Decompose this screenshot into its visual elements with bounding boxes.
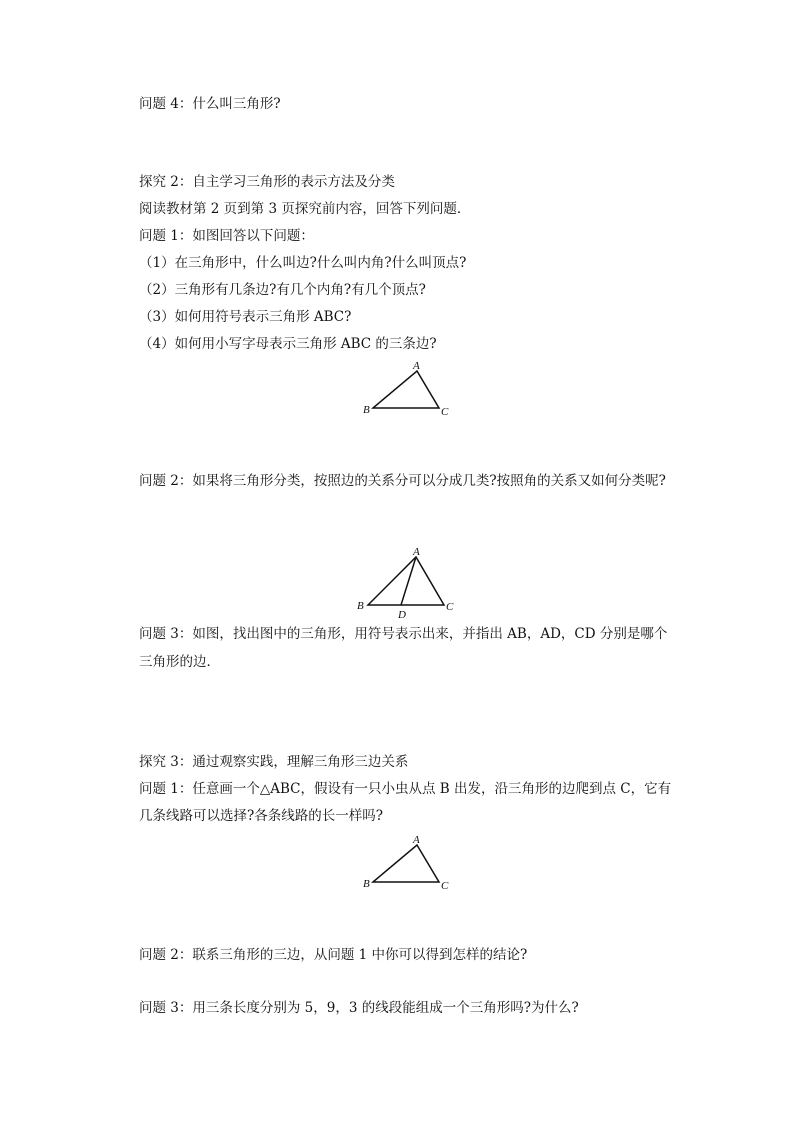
explore-3-question-2: 问题 2：联系三角形的三边，从问题 1 中你可以得到怎样的结论? xyxy=(139,947,528,963)
triangle-figure-1 xyxy=(360,358,455,420)
triangle-figure-3 xyxy=(360,832,455,894)
vertex-label-c: C xyxy=(441,406,449,418)
explore-2-item-1: （1）在三角形中，什么叫边?什么叫内角?什么叫顶点? xyxy=(139,255,467,271)
vertex-label-c: C xyxy=(441,880,449,892)
vertex-label-b: B xyxy=(363,878,370,890)
explore-2-item-3: （3）如何用符号表示三角形 ABC? xyxy=(139,309,352,325)
explore-2-question-3-line-1: 问题 3：如图，找出图中的三角形，用符号表示出来，并指出 AB，AD，CD 分别是哪个 xyxy=(139,626,668,642)
explore-2-question-3-line-2: 三角形的边． xyxy=(139,654,220,670)
triangle-abc xyxy=(373,371,439,408)
triangle-abc-with-d xyxy=(368,557,444,605)
explore-3-question-1-line-2: 几条线路可以选择?各条线路的长一样吗? xyxy=(139,808,383,824)
explore-2-intro: 阅读教材第 2 页到第 3 页探究前内容，回答下列问题． xyxy=(139,201,471,217)
explore-3-question-3: 问题 3：用三条长度分别为 5，9，3 的线段能组成一个三角形吗?为什么? xyxy=(139,1000,579,1016)
point-label-d: D xyxy=(398,609,406,620)
explore-2-item-2: （2）三角形有几条边?有几个内角?有几个顶点? xyxy=(139,282,426,298)
vertex-label-b: B xyxy=(357,600,364,612)
explore-2-question-1: 问题 1：如图回答以下问题： xyxy=(139,228,314,244)
vertex-label-a: A xyxy=(413,834,420,846)
explore-3-question-1-line-1: 问题 1：任意画一个△ABC，假设有一只小虫从点 B 出发，沿三角形的边爬到点 C，它有 xyxy=(139,781,672,797)
vertex-label-c: C xyxy=(446,601,454,613)
vertex-label-a: A xyxy=(413,546,420,558)
explore-3-title: 探究 3：通过观察实践，理解三角形三边关系 xyxy=(139,754,409,770)
triangle-abc xyxy=(373,845,439,882)
explore-2-question-2: 问题 2：如果将三角形分类，按照边的关系分可以分成几类?按照角的关系又如何分类呢? xyxy=(139,473,666,489)
explore-2-item-4: （4）如何用小写字母表示三角形 ABC 的三条边? xyxy=(139,336,437,352)
question-4: 问题 4：什么叫三角形? xyxy=(139,96,281,112)
vertex-label-a: A xyxy=(413,360,420,372)
triangle-figure-2 xyxy=(350,544,465,620)
vertex-label-b: B xyxy=(363,404,370,416)
explore-2-title: 探究 2：自主学习三角形的表示方法及分类 xyxy=(139,174,395,190)
